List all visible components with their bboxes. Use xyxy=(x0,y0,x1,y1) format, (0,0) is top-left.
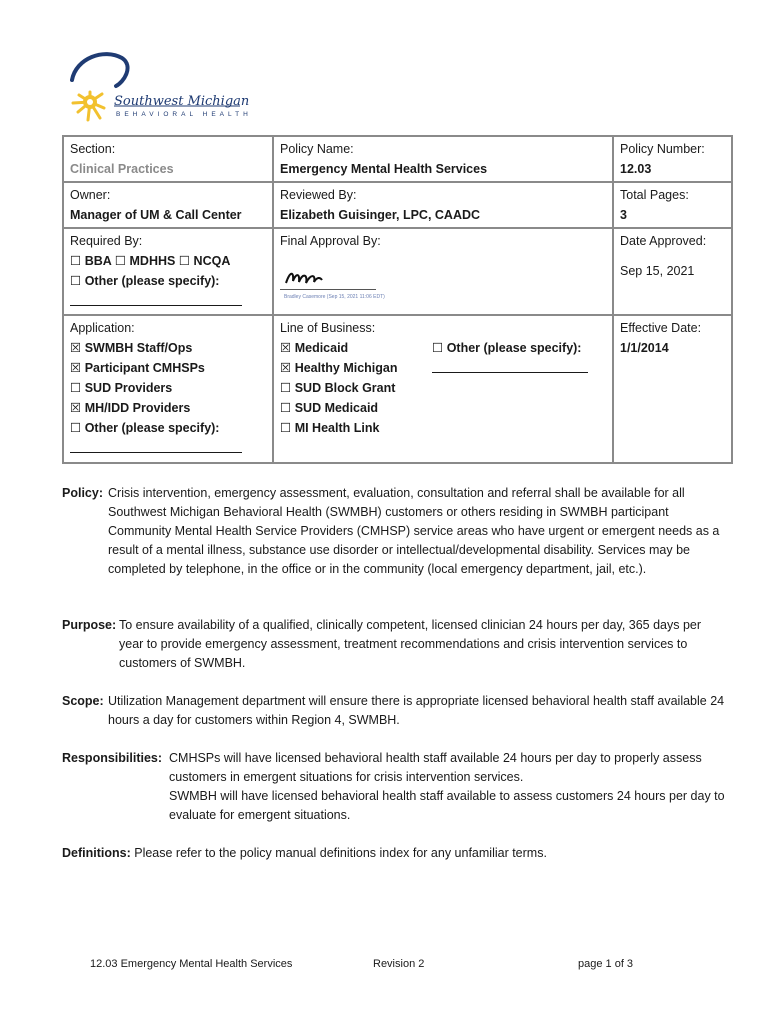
footer-revision: Revision 2 xyxy=(373,958,425,970)
total-pages-label: Total Pages: xyxy=(620,188,689,202)
lob-item xyxy=(280,338,432,358)
date-approved-value: Sep 15, 2021 xyxy=(620,264,695,278)
checkbox-mh-idd-providers[interactable]: ☒ xyxy=(70,401,82,415)
policy-number-cell xyxy=(613,136,732,182)
scope-section xyxy=(62,692,728,730)
policy-number-value: 12.03 xyxy=(620,162,652,176)
ncqa-label: NCQA xyxy=(193,254,231,268)
reviewed-by-cell xyxy=(273,182,613,228)
logo-subtitle: BEHAVIORAL HEALTH xyxy=(116,111,252,118)
scope-text: Utilization Management department will ensure there is appropriate licensed behavioral health staff available 24 hours a day for customers within Region 4, SWMBH. xyxy=(108,694,725,727)
policy-text: Crisis intervention, emergency assessment, evaluation, consultation and referral shall be available for all Southwest Michigan Behavioral Health (SWMBH) customers or others residing in SWMBH participant Community Mental Health Service Providers (CMHSP) service areas who have urgent or emergent needs as a result of a mental illness, substance use disorder or intellectual/developmental disability. Services may be completed by telephone, in the office or in the community (local emergency department, jail, etc.). xyxy=(108,486,720,576)
lob-other xyxy=(432,338,588,438)
section-value: Clinical Practices xyxy=(70,162,174,176)
application-item-label: MH/IDD Providers xyxy=(84,401,191,415)
total-pages-cell xyxy=(613,182,732,228)
lob-other-label: Other (please specify): xyxy=(446,341,582,355)
checkbox-application-other[interactable]: ☐ xyxy=(70,421,82,435)
effective-date-value: 1/1/2014 xyxy=(620,341,669,355)
application-item-label: SWMBH Staff/Ops xyxy=(84,341,193,355)
policy-name-cell xyxy=(273,136,613,182)
checkbox-medicaid[interactable]: ☒ xyxy=(280,341,292,355)
reviewed-by-label: Reviewed By: xyxy=(280,188,357,202)
effective-date-cell xyxy=(613,315,732,463)
section-label: Section: xyxy=(70,142,116,156)
signature-caption: Bradley Casemore (Sep 15, 2021 11:06 EDT) xyxy=(284,294,385,300)
final-approval-cell xyxy=(273,228,613,315)
required-by-label: Required By: xyxy=(70,234,143,248)
policy-label: Policy: xyxy=(62,486,103,500)
policy-section xyxy=(62,484,728,579)
required-by-cell xyxy=(63,228,273,315)
purpose-text: To ensure availability of a qualified, clinically competent, licensed clinician 24 hours per day, 365 days per year to provide emergency assessment, treatment recommendations and crisis intervention services to customers of SWMBH. xyxy=(119,618,702,670)
checkbox-participant-cmhsps[interactable]: ☒ xyxy=(70,361,82,375)
purpose-label: Purpose: xyxy=(62,618,117,632)
policy-name-label: Policy Name: xyxy=(280,142,354,156)
checkbox-bba[interactable]: ☐ xyxy=(70,254,82,268)
section-cell xyxy=(63,136,273,182)
footer-page-number: page 1 of 3 xyxy=(578,958,634,970)
line-of-business-cell xyxy=(273,315,613,463)
line-of-business-label: Line of Business: xyxy=(280,321,376,335)
definitions-label: Definitions: xyxy=(62,846,131,860)
checkbox-mdhhs[interactable]: ☐ xyxy=(114,254,127,268)
checkbox-ncqa[interactable]: ☐ xyxy=(178,254,191,268)
policy-name-value: Emergency Mental Health Services xyxy=(280,162,488,176)
application-cell xyxy=(63,315,273,463)
checkbox-healthy-michigan[interactable]: ☒ xyxy=(280,361,292,375)
responsibilities-section xyxy=(62,749,728,825)
lob-item-label: MI Health Link xyxy=(294,421,380,435)
application-item-label: Participant CMHSPs xyxy=(84,361,205,375)
responsibilities-text-1: CMHSPs will have licensed behavioral health staff available 24 hours per day to properly assess customers in emergent situations for crisis intervention services. xyxy=(169,751,702,784)
lob-other-blank xyxy=(432,358,588,373)
required-other-label: Other (please specify): xyxy=(84,274,220,288)
signature-scribble-icon xyxy=(284,269,324,287)
owner-label: Owner: xyxy=(70,188,111,202)
application-other-blank xyxy=(70,438,242,453)
application-item xyxy=(70,398,266,418)
lob-item xyxy=(280,398,432,418)
line-of-business-grid xyxy=(280,338,606,438)
checkbox-mi-health-link[interactable]: ☐ xyxy=(280,421,292,435)
required-other-row xyxy=(70,271,266,291)
footer-document-title: 12.03 Emergency Mental Health Services xyxy=(90,958,293,970)
definitions-section xyxy=(62,844,728,863)
purpose-section xyxy=(62,616,728,673)
lob-item-label: SUD Medicaid xyxy=(294,401,379,415)
lob-item xyxy=(280,358,432,378)
lob-item xyxy=(280,418,432,438)
lob-item-label: Medicaid xyxy=(294,341,349,355)
checkbox-swmbh-staff[interactable]: ☒ xyxy=(70,341,82,355)
application-label: Application: xyxy=(70,321,135,335)
date-approved-label: Date Approved: xyxy=(620,234,707,248)
checkbox-sud-medicaid[interactable]: ☐ xyxy=(280,401,292,415)
application-item xyxy=(70,378,266,398)
lob-item-label: SUD Block Grant xyxy=(294,381,396,395)
responsibilities-text-2: SWMBH will have licensed behavioral health staff available to assess customers 24 hours per day to evaluate for emergent situations. xyxy=(169,789,725,822)
scope-label: Scope: xyxy=(62,694,104,708)
checkbox-sud-block-grant[interactable]: ☐ xyxy=(280,381,292,395)
application-item xyxy=(70,418,266,438)
bba-label: BBA xyxy=(84,254,112,268)
owner-cell xyxy=(63,182,273,228)
mdhhs-label: MDHHS xyxy=(129,254,176,268)
application-item-label: Other (please specify): xyxy=(84,421,220,435)
responsibilities-label: Responsibilities: xyxy=(62,751,163,765)
policy-number-label: Policy Number: xyxy=(620,142,705,156)
signature-block xyxy=(280,251,606,311)
lob-item-label: Healthy Michigan xyxy=(294,361,398,375)
logo-name: Southwest Michigan xyxy=(114,94,250,109)
required-by-options xyxy=(70,251,266,271)
policy-header-table xyxy=(62,135,733,464)
total-pages-value: 3 xyxy=(620,208,627,222)
date-approved-cell xyxy=(613,228,732,315)
application-item-label: SUD Providers xyxy=(84,381,173,395)
lob-other-row xyxy=(432,338,588,358)
line-of-business-list xyxy=(280,338,432,438)
checkbox-sud-providers[interactable]: ☐ xyxy=(70,381,82,395)
effective-date-label: Effective Date: xyxy=(620,321,702,335)
checkbox-required-other[interactable]: ☐ xyxy=(70,274,82,288)
checkbox-lob-other[interactable]: ☐ xyxy=(432,341,444,355)
reviewed-by-value: Elizabeth Guisinger, LPC, CAADC xyxy=(280,208,481,222)
application-item xyxy=(70,338,266,358)
owner-value: Manager of UM & Call Center xyxy=(70,208,242,222)
lob-item xyxy=(280,378,432,398)
application-item xyxy=(70,358,266,378)
required-other-blank xyxy=(70,291,242,306)
final-approval-label: Final Approval By: xyxy=(280,234,381,248)
definitions-text: Please refer to the policy manual definitions index for any unfamiliar terms. xyxy=(134,846,547,860)
responsibilities-body xyxy=(169,749,728,825)
